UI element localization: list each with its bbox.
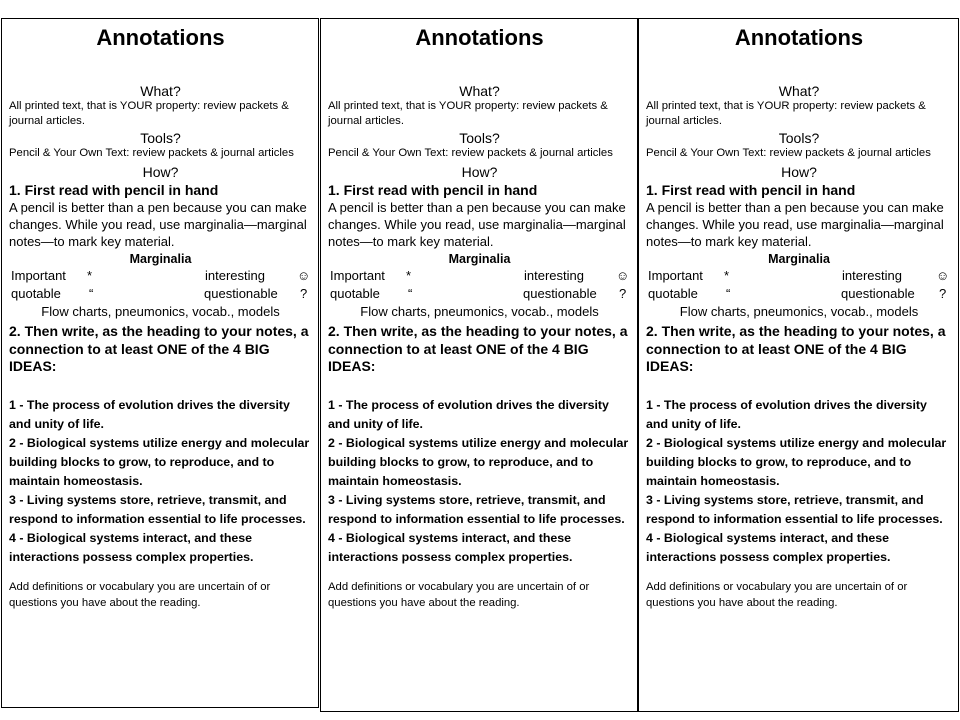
tools-text: Pencil & Your Own Text: review packets & journal articles (328, 147, 613, 159)
marginalia-symbol: ? (939, 286, 947, 301)
flow-line: Flow charts, pneumonics, vocab., models (41, 304, 280, 319)
what-heading: What? (140, 83, 181, 99)
marginalia-label: Important (330, 268, 385, 283)
big-ideas-list (9, 396, 312, 567)
flow-line: Flow charts, pneumonics, vocab., models (679, 304, 919, 319)
marginalia-row (328, 285, 631, 303)
marginalia-symbol: “ (726, 286, 731, 301)
big-idea-item: 2 - Biological systems utilize energy and molecular building blocks to grow, to reproduce, and to maintain homeostasis. (9, 435, 310, 488)
big-idea-item: 2 - Biological systems utilize energy and molecular building blocks to grow, to reproduce, and to maintain homeostasis. (328, 435, 629, 488)
tools-text: Pencil & Your Own Text: review packets & journal articles (9, 147, 294, 159)
marginalia-label: Important (11, 268, 66, 283)
step-one-heading: 1. First read with pencil in hand (646, 182, 856, 198)
marginalia-symbol: ? (300, 286, 308, 301)
big-idea-item: 4 - Biological systems interact, and these interactions possess complex properties. (646, 530, 891, 564)
card-title: Annotations (415, 25, 544, 50)
closing-note: Add definitions or vocabulary you are uncertain of or questions you have about the reading. (646, 580, 908, 609)
marginalia-symbol: “ (408, 286, 413, 301)
tools-heading: Tools? (459, 130, 500, 146)
annotations-card-1 (1, 18, 319, 708)
step-one-text: A pencil is better than a pen because you can make changes. While you read, use marginalia—marginal notes—to mark key material. (328, 200, 626, 249)
big-idea-item: 3 - Living systems store, retrieve, transmit, and respond to information essential to life processes. (328, 492, 625, 526)
marginalia-heading: Marginalia (129, 252, 192, 266)
closing-note: Add definitions or vocabulary you are uncertain of or questions you have about the reading. (9, 580, 271, 609)
step-one-text: A pencil is better than a pen because you can make changes. While you read, use marginalia—marginal notes—to mark key material. (9, 200, 307, 249)
step-two-heading: 2. Then write, as the heading to your notes, a connection to at least ONE of the 4 BIG IDEAS: (9, 323, 309, 374)
card-title: Annotations (734, 25, 864, 50)
what-text: All printed text, that is YOUR property: review packets & journal articles. (328, 100, 608, 127)
big-ideas-list (328, 396, 631, 567)
marginalia-symbol: * (724, 268, 730, 283)
marginalia-row (646, 267, 952, 285)
step-one-heading: 1. First read with pencil in hand (328, 182, 538, 198)
marginalia-label: quotable (11, 286, 61, 301)
big-idea-item: 2 - Biological systems utilize energy and molecular building blocks to grow, to reproduce, and to maintain homeostasis. (646, 435, 947, 488)
what-text: All printed text, that is YOUR property: review packets & journal articles. (9, 100, 289, 127)
flow-line: Flow charts, pneumonics, vocab., models (360, 304, 599, 319)
big-idea-item: 3 - Living systems store, retrieve, transmit, and respond to information essential to life processes. (646, 492, 943, 526)
step-two-heading: 2. Then write, as the heading to your notes, a connection to at least ONE of the 4 BIG IDEAS: (646, 323, 946, 374)
what-text: All printed text, that is YOUR property: review packets & journal articles. (646, 100, 926, 127)
marginalia-symbol: * (87, 268, 93, 283)
smiley-icon: ☺ (936, 268, 950, 283)
smiley-icon: ☺ (297, 268, 311, 283)
big-idea-item: 4 - Biological systems interact, and these interactions possess complex properties. (328, 530, 573, 564)
marginalia-symbol: “ (89, 286, 94, 301)
annotations-card-3 (638, 18, 959, 712)
what-heading: What? (778, 83, 820, 99)
marginalia-label: quotable (648, 286, 698, 301)
how-heading: How? (142, 164, 179, 180)
marginalia-row (328, 267, 631, 285)
tools-text: Pencil & Your Own Text: review packets & journal articles (646, 147, 931, 159)
big-idea-item: 1 - The process of evolution drives the diversity and unity of life. (9, 397, 290, 431)
marginalia-row (646, 285, 952, 303)
big-idea-item: 1 - The process of evolution drives the diversity and unity of life. (646, 397, 927, 431)
big-idea-item: 1 - The process of evolution drives the diversity and unity of life. (328, 397, 609, 431)
annotations-card-2 (320, 18, 638, 712)
marginalia-label: interesting (205, 268, 265, 283)
marginalia-label: interesting (842, 268, 902, 283)
marginalia-row (9, 285, 312, 303)
marginalia-label: questionable (523, 286, 597, 301)
tools-heading: Tools? (778, 130, 820, 146)
how-heading: How? (461, 164, 498, 180)
smiley-icon: ☺ (616, 268, 630, 283)
marginalia-heading: Marginalia (768, 252, 830, 266)
step-one-heading: 1. First read with pencil in hand (9, 182, 219, 198)
step-one-text: A pencil is better than a pen because you can make changes. While you read, use marginalia—marginal notes—to mark key material. (646, 200, 944, 249)
marginalia-label: quotable (330, 286, 380, 301)
marginalia-symbol: * (406, 268, 412, 283)
marginalia-heading: Marginalia (448, 252, 511, 266)
closing-note: Add definitions or vocabulary you are uncertain of or questions you have about the reading. (328, 580, 590, 609)
big-ideas-list (646, 396, 952, 567)
marginalia-label: questionable (841, 286, 915, 301)
what-heading: What? (459, 83, 500, 99)
big-idea-item: 3 - Living systems store, retrieve, transmit, and respond to information essential to life processes. (9, 492, 306, 526)
marginalia-label: questionable (204, 286, 278, 301)
card-title: Annotations (96, 25, 225, 50)
step-two-heading: 2. Then write, as the heading to your notes, a connection to at least ONE of the 4 BIG IDEAS: (328, 323, 628, 374)
big-idea-item: 4 - Biological systems interact, and these interactions possess complex properties. (9, 530, 254, 564)
marginalia-label: interesting (524, 268, 584, 283)
marginalia-row (9, 267, 312, 285)
how-heading: How? (781, 164, 817, 180)
marginalia-label: Important (648, 268, 703, 283)
marginalia-symbol: ? (619, 286, 627, 301)
tools-heading: Tools? (140, 130, 181, 146)
